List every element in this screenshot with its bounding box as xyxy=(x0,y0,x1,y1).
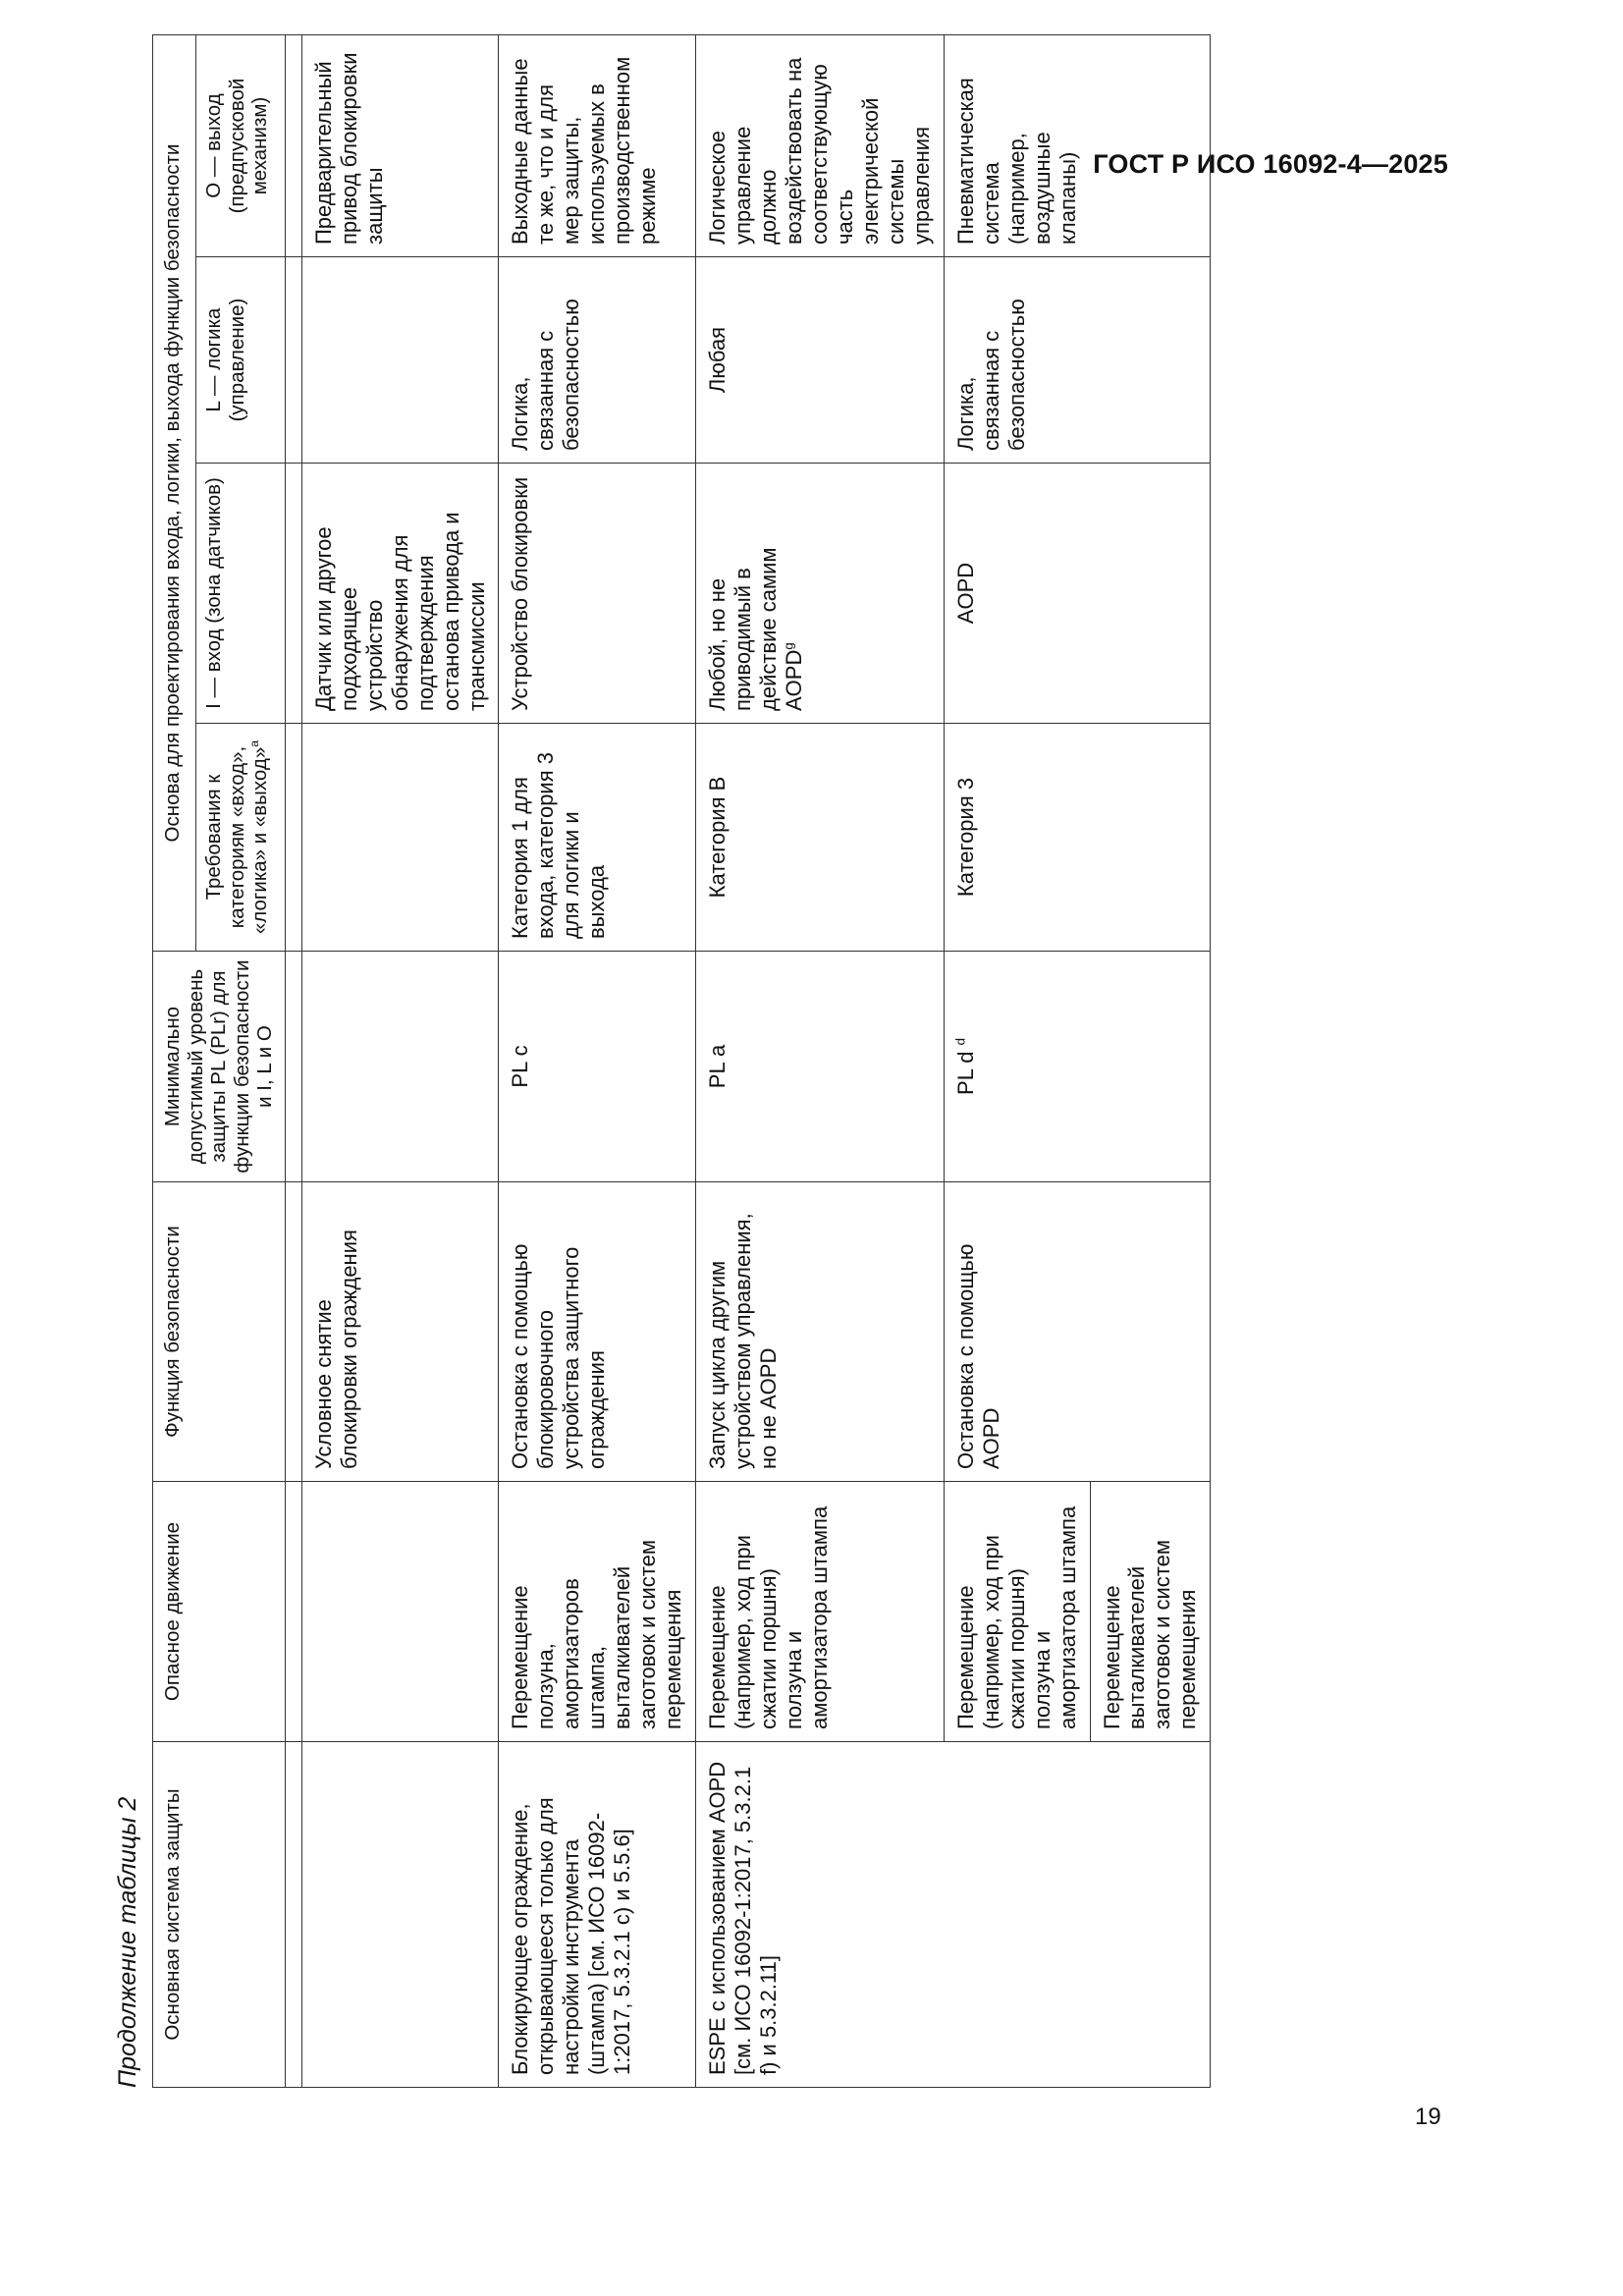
row0-function: Условное снятие блокировки ограждения xyxy=(301,1182,499,1482)
row0-input: Датчик или другое подходящее устройство обнаружения для подтверждения останова привода и трансмиссии xyxy=(301,464,499,724)
table-row xyxy=(696,34,945,2087)
row3-logic: Логика, связанная с безопасностью xyxy=(944,257,1211,464)
row2-pl: PL a xyxy=(696,952,945,1182)
header-category-requirements: Требования к категориям «вход», «логика» и «выход»$^a$ xyxy=(196,724,286,952)
row0-logic xyxy=(301,257,499,464)
row2-input: Любой, но не приводимый в действие самим AOPD$^g$ xyxy=(696,464,945,724)
row2-protection: ESPE с использованием AOPD [см. ИСО 16092-1:2017, 5.3.2.1 f) и 5.3.2.11] xyxy=(696,1742,1211,2088)
header-protection-system: Основная система защиты xyxy=(153,1742,286,2088)
row1-pl: PL c xyxy=(499,952,696,1182)
document-standard-header: ГОСТ Р ИСО 16092-4—2025 xyxy=(1093,149,1448,179)
row1-motion: Перемещение ползуна, амортизаторов штампа, выталкивателей заготовок и систем перемещения xyxy=(499,1482,696,1742)
row3-category: Категория 3 xyxy=(944,724,1211,952)
row2-logic: Любая xyxy=(696,257,945,464)
row0-pl xyxy=(301,952,499,1182)
safety-functions-table xyxy=(152,34,1211,2088)
row2-function: Запуск цикла другим устройством управления, но не AOPD xyxy=(696,1182,945,1482)
header-design-basis: Основа для проектирования входа, логики, выхода функции безопасности xyxy=(153,34,196,951)
row1-input: Устройство блокировки xyxy=(499,464,696,724)
row0-protection xyxy=(301,1742,499,2088)
row0-category xyxy=(301,724,499,952)
row0-output: Предварительный привод блокировки защиты xyxy=(301,34,499,256)
header-performance-level: Минимально допустимый уровень защиты PL (PLr) для функции безопасности и I, L и O xyxy=(153,952,286,1182)
row1-category: Категория 1 для входа, категория 3 для логики и выхода xyxy=(499,724,696,952)
row3-input: AOPD xyxy=(944,464,1211,724)
table-row xyxy=(499,34,696,2087)
table-row xyxy=(301,34,499,2087)
row3-function: Остановка с помощью AOPD xyxy=(944,1182,1211,1482)
row1-protection: Блокирующее ограждение, открывающееся только для настройки инструмента (штампа) [см. ИСО 16092-1:2017, 5.3.2.1 c) и 5.5.6] xyxy=(499,1742,696,2088)
header-logic: L — логика (управление) xyxy=(196,257,286,464)
row4-motion: Перемещение выталкивателей заготовок и систем перемещения xyxy=(1090,1482,1211,1742)
row3-pl: PL d $^d$ xyxy=(944,952,1211,1182)
row2-category: Категория B xyxy=(696,724,945,952)
row0-motion xyxy=(301,1482,499,1742)
header-row-group xyxy=(153,34,196,2087)
page-number: 19 xyxy=(1415,2104,1441,2130)
header-output: O — выход (предпусковой механизм) xyxy=(196,34,286,256)
row3-motion: Перемещение (например, ход при сжатии поршня) ползуна и амортизатора штампа xyxy=(944,1482,1090,1742)
row2-motion: Перемещение (например, ход при сжатии поршня) ползуна и амортизатора штампа xyxy=(696,1482,945,1742)
table-caption: Продолжение таблицы 2 xyxy=(114,1796,141,2088)
spacer-row xyxy=(285,34,301,2087)
row3-output: Пневматическая система (например, воздушные клапаны) xyxy=(944,34,1211,256)
row1-output: Выходные данные те же, что и для мер защиты, используемых в производственном режиме xyxy=(499,34,696,256)
row2-output: Логическое управление должно воздействовать на соответствующую часть электрической системы управления xyxy=(696,34,945,256)
header-input: I — вход (зона датчиков) xyxy=(196,464,286,724)
header-hazardous-motion: Опасное движение xyxy=(153,1482,286,1742)
header-safety-function: Функция безопасности xyxy=(153,1182,286,1482)
row1-logic: Логика, связанная с безопасностью xyxy=(499,257,696,464)
row1-function: Остановка с помощью блокировочного устройства защитного ограждения xyxy=(499,1182,696,1482)
